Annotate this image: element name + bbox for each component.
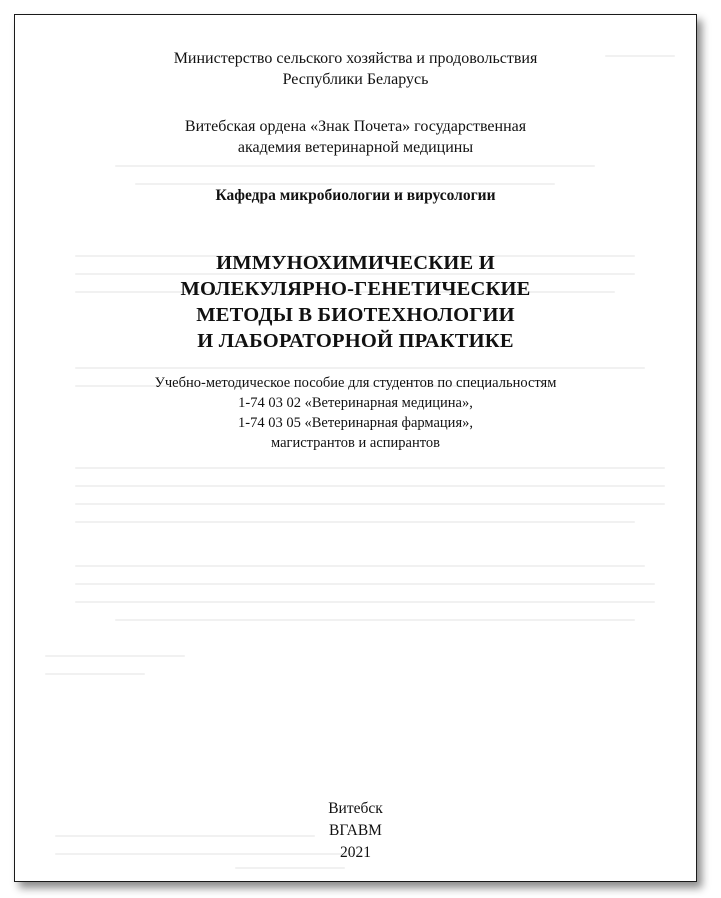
publisher-name: ВГАВМ xyxy=(329,822,382,839)
subtitle-line-4: магистрантов и аспирантов xyxy=(271,435,440,451)
academy-line-1: Витебская ордена «Знак Почета» государственная xyxy=(184,118,527,135)
publication-info xyxy=(15,798,696,864)
document-page xyxy=(14,14,697,882)
title-line-2: МОЛЕКУЛЯРНО-ГЕНЕТИЧЕСКИЕ xyxy=(180,278,531,300)
publication-city: Витебск xyxy=(328,800,383,817)
subtitle-line-2: 1-74 03 02 «Ветеринарная медицина», xyxy=(238,395,473,411)
ministry-line-2: Республики Беларусь xyxy=(282,71,429,88)
ministry-header xyxy=(15,48,696,90)
publication-year: 2021 xyxy=(340,844,371,861)
title-line-4: И ЛАБОРАТОРНОЙ ПРАКТИКЕ xyxy=(197,330,514,352)
title-line-3: МЕТОДЫ В БИОТЕХНОЛОГИИ xyxy=(196,304,515,326)
title-page-content xyxy=(15,15,696,881)
title-line-1: ИММУНОХИМИЧЕСКИЕ И xyxy=(216,252,495,274)
academy-header xyxy=(15,116,696,158)
document-title xyxy=(15,250,696,354)
subtitle-line-1: Учебно-методическое пособие для студентов по специальностям xyxy=(154,375,557,391)
academy-line-2: академия ветеринарной медицины xyxy=(237,139,474,156)
document-subtitle xyxy=(15,373,696,453)
subtitle-line-3: 1-74 03 05 «Ветеринарная фармация», xyxy=(238,415,473,431)
department-name: Кафедра микробиологии и вирусологии xyxy=(215,187,496,204)
ministry-line-1: Министерство сельского хозяйства и продовольствия xyxy=(173,50,538,67)
